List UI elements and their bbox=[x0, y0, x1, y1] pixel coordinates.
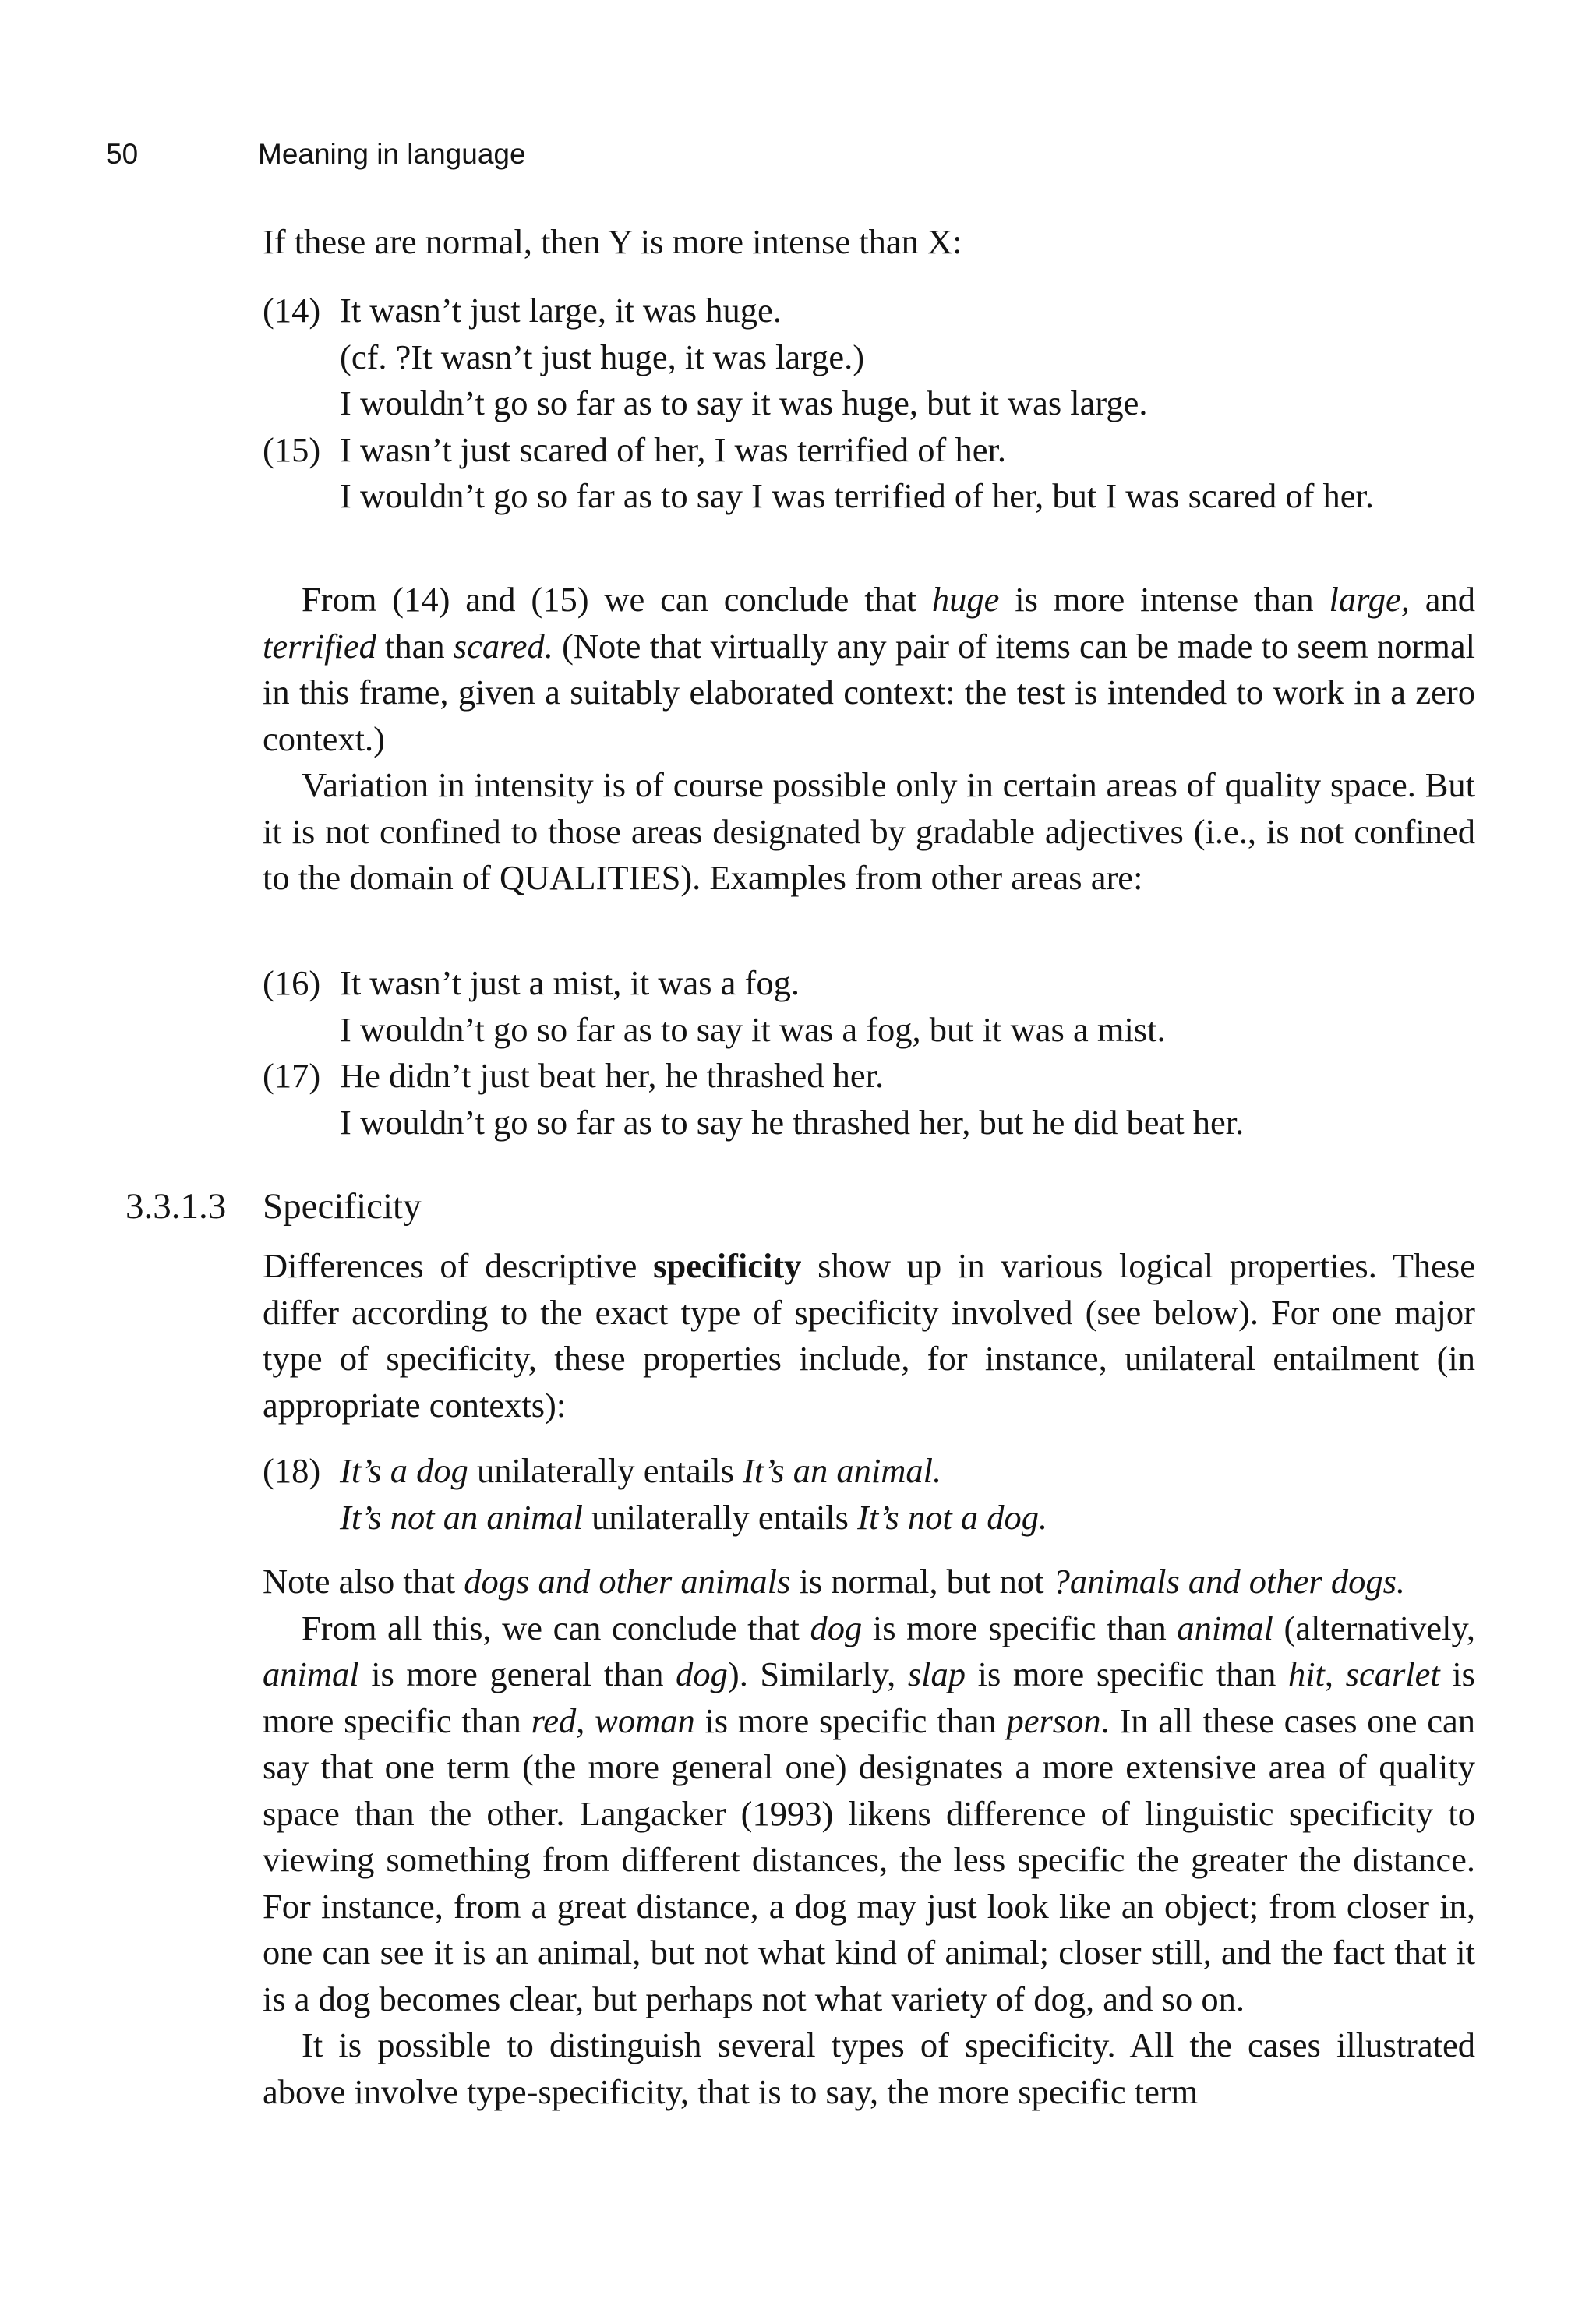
paragraph-differences: Differences of descriptive specificity show up in various logical properties. These differ according to the exact type of specificity involved (see below). For one major type of specificity, these properties include, for instance, unilateral entailment (in appropriate contexts): bbox=[263, 1246, 1475, 1425]
running-title: Meaning in language bbox=[258, 138, 526, 170]
paragraph-variation: Variation in intensity is of course possible only in certain areas of quality space. But it is not confined to those areas designated by gradable adjectives (i.e., is not confined to the domain of QUALITIES). Examples from other areas are: bbox=[263, 765, 1475, 897]
example-16 bbox=[263, 960, 1475, 1053]
paragraph-from: From (14) and (15) we can conclude that huge is more intense than large, and terrified than scared. (Note that virtually any pair of items can be made to seem normal in this frame, given a suitably elaborated context: the test is intended to work in a zero context.) bbox=[263, 580, 1475, 758]
intro-paragraph: If these are normal, then Y is more intense than X: bbox=[263, 222, 962, 261]
example-line: I wouldn’t go so far as to say I was terrified of her, but I was scared of her. bbox=[340, 476, 1375, 515]
paragraph-possible: It is possible to distinguish several types of specificity. All the cases illustrated above involve type-specificity, that is to say, the more specific term bbox=[263, 2025, 1475, 2111]
page-number: 50 bbox=[106, 138, 139, 170]
example-line: It’s not an animal unilaterally entails It’s not a dog. bbox=[340, 1497, 1048, 1537]
examples-16-17 bbox=[263, 960, 1475, 1146]
example-line: (cf. ?It wasn’t just huge, it was large.) bbox=[340, 337, 865, 376]
example-number: (14) bbox=[263, 291, 321, 330]
section-heading bbox=[125, 1181, 1450, 1232]
example-line: I wouldn’t go so far as to say he thrashed her, but he did beat her. bbox=[340, 1102, 1245, 1142]
body-block-3 bbox=[263, 1559, 1475, 2115]
paragraph-conclude: From all this, we can conclude that dog is more specific than animal (alternatively, animal is more general than dog). Similarly, slap is more specific than hit, scarlet is more specific than red, woman is more specific than person. In all these cases one can say that one term (the more general one) designates a more extensive area of quality space than the other. Langacker (1993) likens difference of linguistic specificity to viewing something from different distances, the less specific the greater the distance. For instance, from a great distance, a dog may just look like an object; from closer in, one can see it is an animal, but not what kind of animal; closer still, and the fact that it is a dog becomes clear, but perhaps not what variety of dog, and so on. bbox=[263, 1608, 1475, 2018]
example-18-block bbox=[263, 1448, 1475, 1541]
example-line: He didn’t just beat her, he thrashed her. bbox=[340, 1056, 885, 1095]
example-14 bbox=[263, 288, 1475, 427]
section-number: 3.3.1.3 bbox=[125, 1186, 227, 1227]
example-number: (18) bbox=[263, 1451, 321, 1490]
examples-14-15 bbox=[263, 288, 1475, 520]
example-18 bbox=[263, 1448, 1475, 1541]
example-line: I wouldn’t go so far as to say it was a fog, but it was a mist. bbox=[340, 1009, 1166, 1049]
example-17 bbox=[263, 1053, 1475, 1146]
example-number: (17) bbox=[263, 1056, 321, 1095]
key-term: specificity bbox=[653, 1246, 802, 1285]
section-title: Specificity bbox=[263, 1186, 422, 1227]
example-line: I wasn’t just scared of her, I was terrified of her. bbox=[340, 429, 1006, 469]
example-number: (15) bbox=[263, 429, 321, 469]
paragraph-note: Note also that dogs and other animals is normal, but not ?animals and other dogs. bbox=[263, 1562, 1406, 1601]
example-line: It wasn’t just large, it was huge. bbox=[340, 291, 782, 330]
example-number: (16) bbox=[263, 963, 321, 1002]
example-15 bbox=[263, 427, 1475, 520]
example-line: It’s a dog unilaterally entails It’s an animal. bbox=[340, 1451, 942, 1490]
body-block-1 bbox=[263, 577, 1475, 902]
body-block-2 bbox=[263, 1243, 1475, 1428]
example-line: I wouldn’t go so far as to say it was huge, but it was large. bbox=[340, 383, 1148, 422]
example-line: It wasn’t just a mist, it was a fog. bbox=[340, 963, 800, 1002]
